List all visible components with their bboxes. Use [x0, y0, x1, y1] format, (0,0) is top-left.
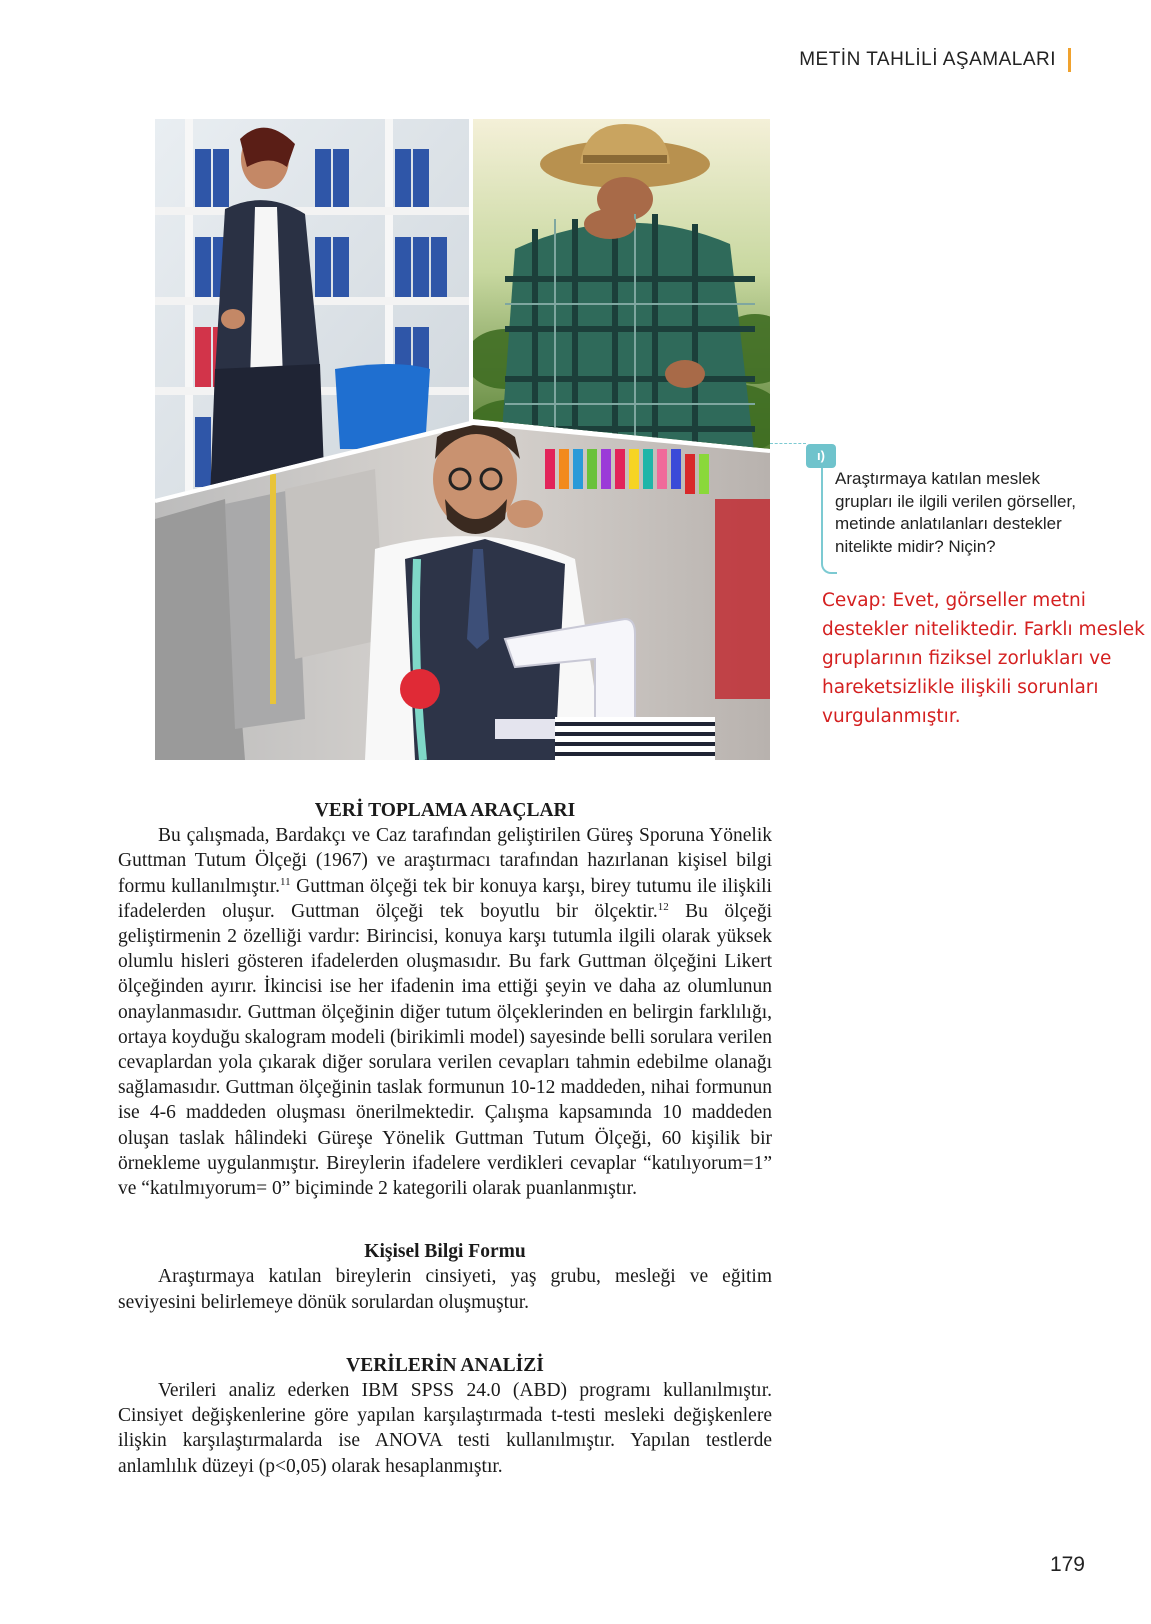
paragraph-personal-info: Araştırmaya katılan bireylerin cinsiyeti, yaş grubu, mesleği ve eğitim seviyesini belirlemeye dönük sorulardan oluşmuştur.: [118, 1266, 772, 1313]
paragraph-text: Guttman ölçeği tek bir konuya karşı, birey tutumu ile ilişkili ifadelerden oluşur. Guttman ölçeği tek boyutlu bir ölçektir.: [118, 875, 772, 922]
footnote-ref: 11: [280, 875, 291, 888]
main-content: [118, 798, 772, 1479]
heading-analysis: VERİLERİN ANALİZİ: [346, 1354, 544, 1376]
note-connector: [770, 443, 806, 444]
occupations-photo-collage: [155, 119, 770, 760]
paragraph-analysis: Verileri analiz ederken IBM SPSS 24.0 (ABD) programı kullanılmıştır. Cinsiyet değişkenlerine göre yapılan karşılaştırmada t-testi mesleki değişkenlere ilişkin karşılaştırmalarda ise ANOVA testi kullanılmıştır. Yapılan testlerde anlamlılık düzeyi (p<0,05) olarak hesaplanmıştır.: [118, 1380, 772, 1477]
page-number: 179: [1049, 1553, 1085, 1576]
farmer-photo: [465, 119, 770, 459]
spacer: [118, 1201, 772, 1239]
section-title: METİN TAHLİLİ AŞAMALARI: [799, 49, 1056, 70]
paragraph-data-tools: [118, 823, 772, 1201]
accent-bar: [1068, 48, 1071, 72]
paragraph-text: Bu çalışmada, Bardakçı ve Caz tarafından geliştirilen Güreş Sporuna Yönelik Guttman Tutum Ölçeği (1967) ve araştırmacı tarafından hazırlanan kişisel bilgi formu kullanılmıştır.: [118, 825, 772, 897]
footnote-ref: 12: [657, 900, 669, 913]
running-header: [799, 48, 1071, 72]
handwritten-answer: Cevap: Evet, görseller metni destekler niteliktedir. Farklı meslek gruplarının fiziksel zorlukları ve hareketsizlikle ilişkili sorunları vurgulanmıştır.: [822, 590, 1145, 727]
paragraph-text: Bu ölçeği geliştirmenin 2 özelliği vardır: Birincisi, konuya karşı tutumla ilgili olarak yüksek olumlu hisleri gösteren ifadelerden oluşmasıdır. Bu fark Guttman ölçeğini Likert ölçeğinden ayırır. İkincisi ise her ifadenin ima ettiği şeyin ve daha az olumlunun onaylanmasıdır. Guttman ölçeğinin diğer tutum ölçeklerinden en belirgin farklılığı, ortaya koyduğu skalogram modeli (birikimli model) sayesinde belli sorulara verilen cevaplardan yola çıkarak diğer sorulara verilen cevapları tahmin edebilme olanağı sağlamasıdır. Guttman ölçeğinin taslak formunun 10-12 maddeden, nihai formunun ise 4-6 maddeden oluşması önerilmektedir. Çalışma kapsamında 10 maddeden oluşan taslak hâlindeki Güreşe Yönelik Guttman Tutum Ölçeği, 60 kişilik bir örnekleme uygulanmıştır. Bireylerin ifadelere verdikleri cevaplar “katılıyorum=1” ve “katılmıyorum= 0” biçiminde 2 kategorili olarak puanlanmıştır.: [118, 900, 773, 1200]
spacer: [118, 1315, 772, 1353]
note-question: Araştırmaya katılan meslek grupları ile ilgili verilen görseller, metinde anlatılanları destekler nitelikte midir? Niçin?: [835, 469, 1076, 556]
heading-data-tools: VERİ TOPLAMA ARAÇLARI: [314, 800, 576, 821]
note-tab-label: ı): [806, 444, 836, 468]
heading-personal-info: Kişisel Bilgi Formu: [364, 1241, 526, 1263]
collage-svg: [155, 119, 770, 760]
